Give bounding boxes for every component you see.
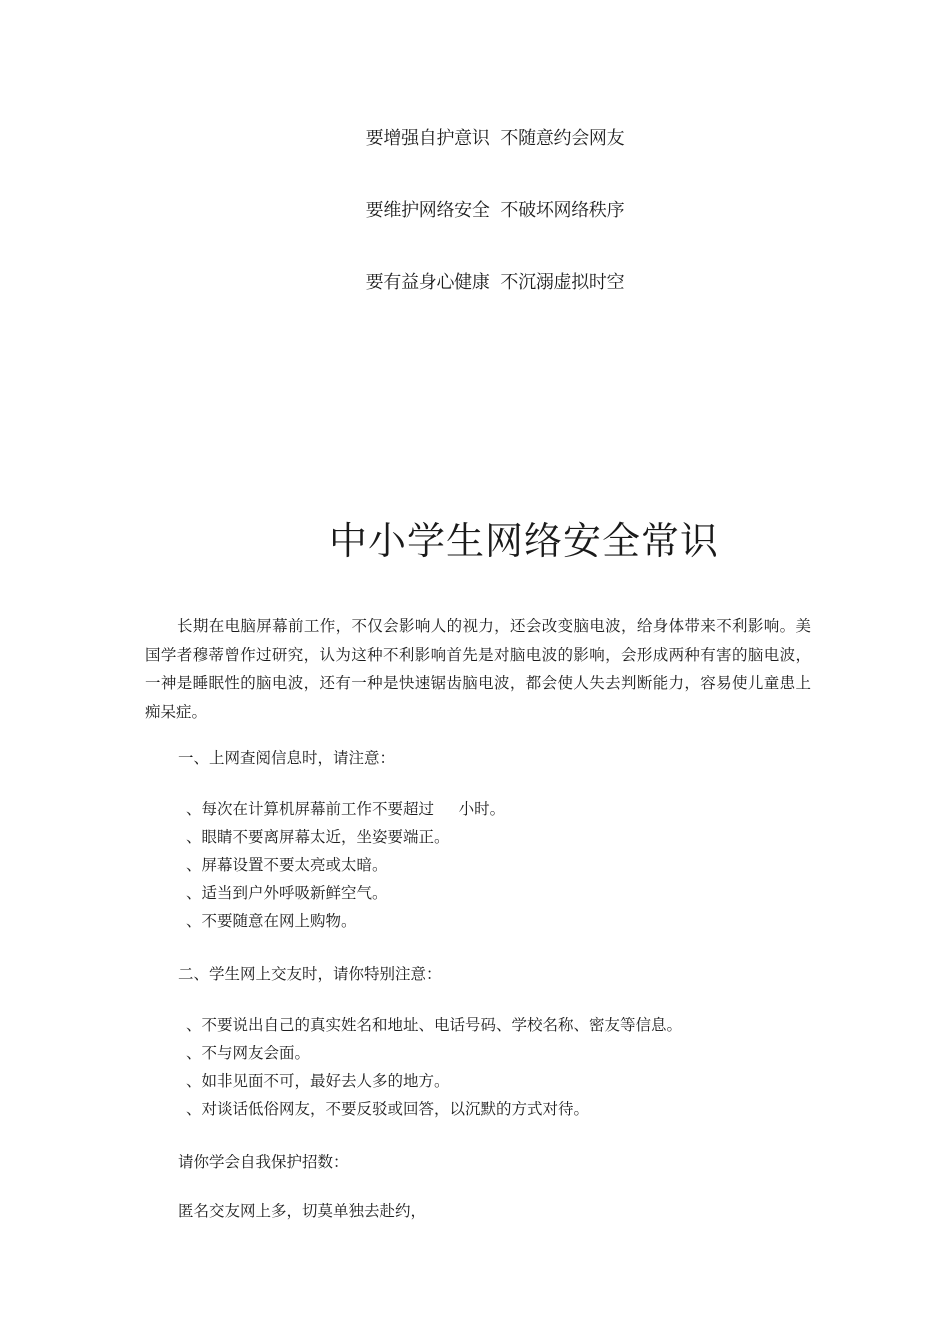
tips-first-line: 匿名交友网上多，切莫单独去赴约， xyxy=(178,1202,427,1220)
section1-item: 、眼睛不要离屏幕太近，坐姿要端正。 xyxy=(186,828,450,846)
slogan-line-3: 要有益身心健康 不沉溺虚拟时空 xyxy=(365,272,625,293)
intro-paragraph: 长期在电脑屏幕前工作，不仅会影响人的视力，还会改变脑电波，给身体带来不利影响。美国学者穆蒂曾作过研究，认为这种不利影响首先是对脑电波的影响，会形成两种有害的脑电波，一神是睡眠性的脑电波，还有一种是快速锯齿脑电波，都会使人失去判断能力，容易使儿童患上痴呆症。 xyxy=(145,617,811,721)
section1-item: 、屏幕设置不要太亮或太暗。 xyxy=(186,856,388,874)
section2-item: 、对谈话低俗网友，不要反驳或回答，以沉默的方式对待。 xyxy=(186,1100,590,1118)
section2-item: 、不与网友会面。 xyxy=(186,1044,311,1062)
document-title: 中小学生网络安全常识 xyxy=(328,519,719,563)
section2-heading: 二、学生网上交友时，请你特别注意： xyxy=(178,965,442,983)
section2-item: 、如非见面不可，最好去人多的地方。 xyxy=(186,1072,450,1090)
tips-heading: 请你学会自我保护招数： xyxy=(178,1153,349,1171)
section2-item: 、不要说出自己的真实姓名和地址、电话号码、学校名称、密友等信息。 xyxy=(186,1016,683,1034)
section1-item: 、适当到户外呼吸新鲜空气。 xyxy=(186,884,388,902)
section1-item: 、每次在计算机屏幕前工作不要超过 小时。 xyxy=(186,800,506,818)
slogan-line-2: 要维护网络安全 不破坏网络秩序 xyxy=(365,200,625,221)
section1-heading: 一、上网查阅信息时，请注意： xyxy=(178,749,396,767)
slogan-line-1: 要增强自护意识 不随意约会网友 xyxy=(365,128,625,149)
section1-item: 、不要随意在网上购物。 xyxy=(186,912,357,930)
